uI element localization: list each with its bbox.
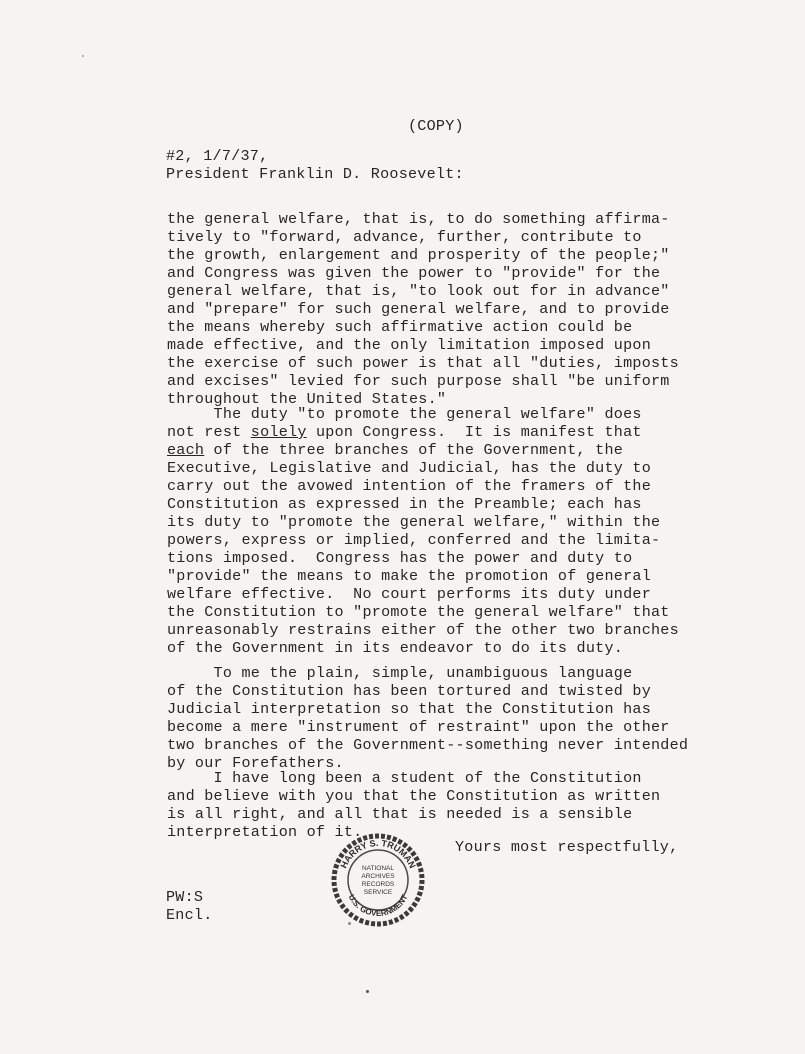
svg-text:U.S. GOVERNMENT bbox=[347, 893, 410, 918]
text-line: The duty "to promote the general welfare" does bbox=[167, 405, 642, 423]
text-line: by our Forefathers. bbox=[167, 754, 344, 772]
text-line: tively to "forward, advance, further, contribute to bbox=[167, 228, 642, 246]
stamp-line: NATIONAL bbox=[361, 865, 395, 872]
initials: PW:S bbox=[166, 888, 204, 906]
text-line: Constitution as expressed in the Preamble; each has bbox=[167, 495, 642, 513]
text-line: and believe with you that the Constitution as written bbox=[167, 787, 661, 805]
underlined-word: each bbox=[167, 441, 205, 459]
closing: Yours most respectfully, bbox=[455, 838, 679, 856]
text-line: powers, express or implied, conferred and the limita- bbox=[167, 531, 661, 549]
text-line: each of the three branches of the Government, the bbox=[167, 441, 624, 459]
paper-speck bbox=[366, 990, 369, 993]
text-line: not rest solely upon Congress. It is manifest that bbox=[167, 423, 642, 441]
text-line: two branches of the Government--something never intended bbox=[167, 736, 689, 754]
paper-speck bbox=[348, 922, 351, 925]
paragraph-3 bbox=[167, 664, 688, 772]
stamp-top-text: HARRY S. TRUMAN bbox=[338, 837, 418, 870]
text-line: the growth, enlargement and prosperity of the people;" bbox=[167, 246, 670, 264]
text-line: unreasonably restrains either of the other two branches bbox=[167, 621, 679, 639]
text-line: become a mere "instrument of restraint" upon the other bbox=[167, 718, 670, 736]
text-line: and excises" levied for such purpose shall "be uniform bbox=[167, 372, 670, 390]
text-line: its duty to "promote the general welfare," within the bbox=[167, 513, 661, 531]
text-line: Judicial interpretation so that the Constitution has bbox=[167, 700, 652, 718]
text-line: the general welfare, that is, to do something affirma- bbox=[167, 210, 670, 228]
reference-line: #2, 1/7/37, bbox=[166, 147, 269, 165]
text-line: the exercise of such power is that all "duties, imposts bbox=[167, 354, 679, 372]
text-line: and "prepare" for such general welfare, and to provide bbox=[167, 300, 670, 318]
text-line: and Congress was given the power to "provide" for the bbox=[167, 264, 661, 282]
underlined-word: solely bbox=[250, 423, 307, 441]
paragraph-4 bbox=[167, 769, 660, 841]
addressee: President Franklin D. Roosevelt: bbox=[166, 165, 464, 183]
text-line: carry out the avowed intention of the framers of the bbox=[167, 477, 652, 495]
text-line: tions imposed. Congress has the power and duty to bbox=[167, 549, 633, 567]
stamp-line: SERVICE bbox=[363, 889, 393, 896]
text-line: Executive, Legislative and Judicial, has the duty to bbox=[167, 459, 652, 477]
stamp-bottom-text: U.S. GOVERNMENT bbox=[346, 893, 410, 919]
enclosure: Encl. bbox=[166, 906, 213, 924]
copy-label: (COPY) bbox=[408, 117, 464, 135]
text-line: To me the plain, simple, unambiguous language bbox=[167, 664, 633, 682]
text-line: welfare effective. No court performs its duty under bbox=[167, 585, 652, 603]
archives-stamp bbox=[330, 832, 426, 928]
text-line: of the Government in its endeavor to do its duty. bbox=[167, 639, 624, 657]
paper-speck bbox=[82, 55, 84, 57]
text-line: I have long been a student of the Constitution bbox=[167, 769, 642, 787]
text-line: made effective, and the only limitation imposed upon bbox=[167, 336, 652, 354]
text-line: general welfare, that is, "to look out for in advance" bbox=[167, 282, 670, 300]
paragraph-1 bbox=[167, 210, 679, 408]
text-line: is all right, and all that is needed is a sensible bbox=[167, 805, 633, 823]
text-line: interpretation of it. bbox=[167, 823, 363, 841]
text-line: of the Constitution has been tortured and twisted by bbox=[167, 682, 652, 700]
text-line: "provide" the means to make the promotion of general bbox=[167, 567, 652, 585]
text-line: the means whereby such affirmative action could be bbox=[167, 318, 633, 336]
stamp-line: RECORDS bbox=[361, 881, 395, 888]
stamp-line: ARCHIVES bbox=[361, 873, 395, 880]
text-line: throughout the United States." bbox=[167, 390, 447, 408]
text-line: the Constitution to "promote the general welfare" that bbox=[167, 603, 670, 621]
paragraph-2 bbox=[167, 405, 679, 657]
